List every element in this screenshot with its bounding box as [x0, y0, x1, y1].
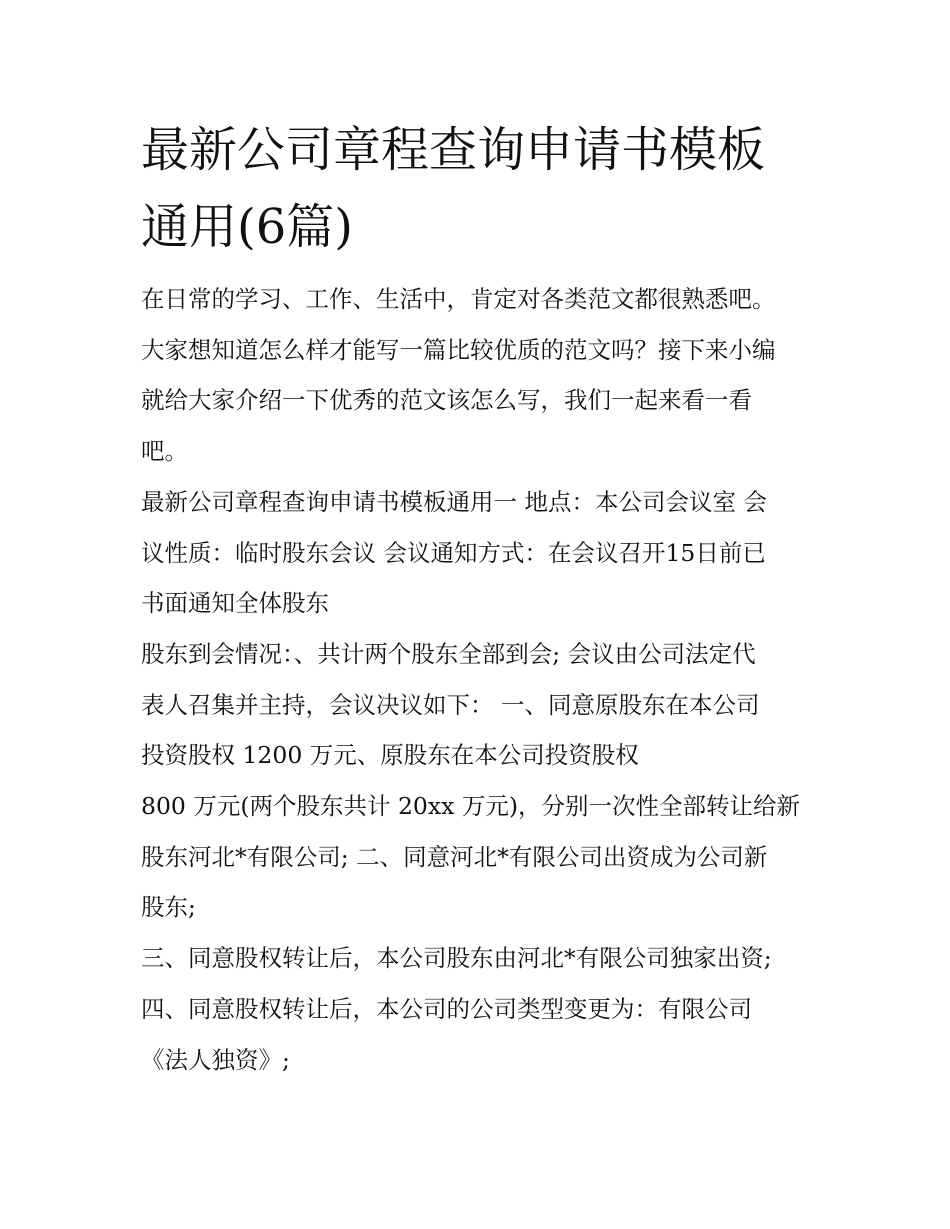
title-line: 最新公司章程查询申请书模板 [141, 122, 766, 178]
title-line: 通用(6篇) [141, 199, 353, 255]
text-line: 吧。 [141, 437, 188, 466]
text-line: 股东河北*有限公司; 二、同意河北*有限公司出资成为公司新 [141, 842, 768, 871]
text-line: 书面通知全体股东 [141, 589, 329, 618]
text-line: 《法人独资》; [141, 1045, 290, 1074]
document-title [141, 112, 821, 266]
transfer-paragraph [141, 781, 821, 933]
attendance-paragraph [141, 629, 821, 781]
text-line: 议性质：临时股东会议 会议通知方式：在会议召开15日前已 [141, 538, 766, 567]
resolution-three-paragraph [141, 933, 821, 984]
text-line: 就给大家介绍一下优秀的范文该怎么写，我们一起来看一看 [141, 386, 752, 415]
text-line: 三、同意股权转让后，本公司股东由河北*有限公司独家出资; [141, 944, 772, 973]
document-page [141, 112, 821, 1085]
text-line: 在日常的学习、工作、生活中，肯定对各类范文都很熟悉吧。 [141, 285, 776, 313]
text-line: 四、同意股权转让后，本公司的公司类型变更为：有限公司 [141, 994, 752, 1023]
meeting-info-paragraph [141, 477, 821, 629]
intro-paragraph [141, 274, 821, 477]
text-line: 大家想知道怎么样才能写一篇比较优质的范文吗？接下来小编 [141, 335, 776, 364]
text-line: 股东; [141, 893, 196, 922]
text-line: 表人召集并主持，会议决议如下： 一、同意原股东在本公司 [141, 690, 760, 719]
resolution-four-paragraph [141, 984, 821, 1085]
text-line: 投资股权 1200 万元、原股东在本公司投资股权 [141, 741, 639, 770]
text-line: 800 万元(两个股东共计 20xx 万元)，分别一次性全部转让给新 [141, 792, 801, 821]
document-body [141, 274, 821, 1085]
text-line: 最新公司章程查询申请书模板通用一 地点：本公司会议室 会 [141, 487, 767, 516]
text-line: 股东到会情况：、共计两个股东全部到会; 会议由公司法定代 [141, 639, 756, 668]
